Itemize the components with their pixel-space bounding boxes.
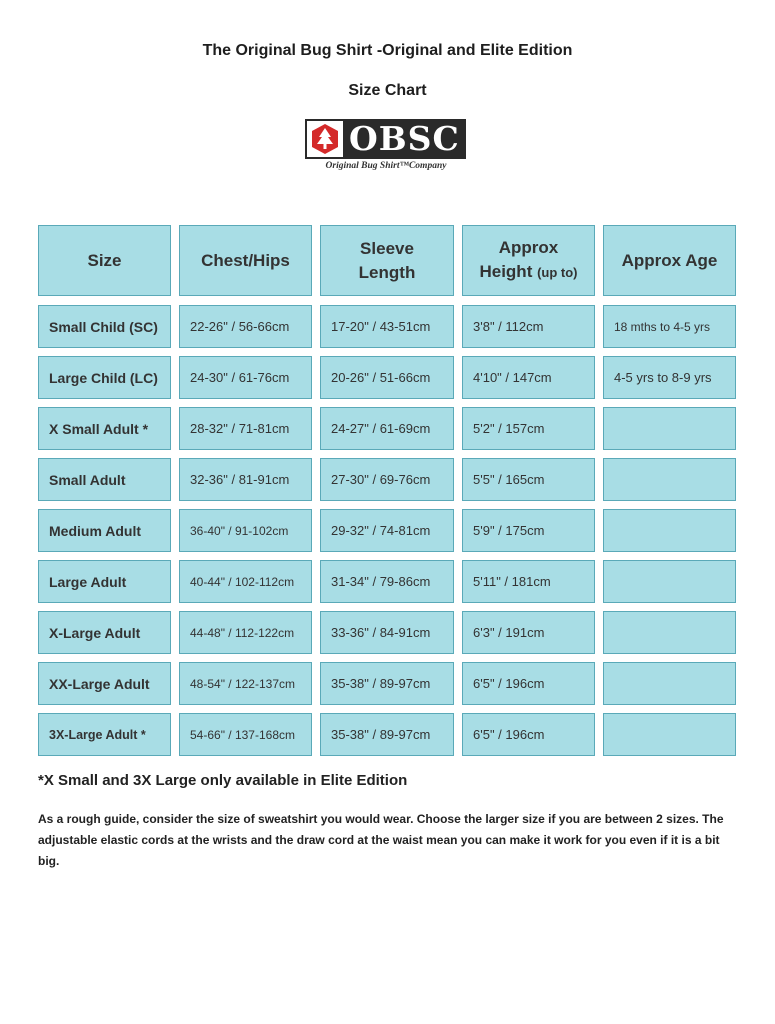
row-age-cell bbox=[603, 407, 736, 450]
row-chest-cell: 44-48" / 112-122cm bbox=[179, 611, 312, 654]
row-size-cell: X Small Adult * bbox=[38, 407, 171, 450]
row-height-cell: 5'2" / 157cm bbox=[462, 407, 595, 450]
row-height-cell: 6'5" / 196cm bbox=[462, 713, 595, 756]
row-chest-cell: 54-66" / 137-168cm bbox=[179, 713, 312, 756]
row-sleeve-cell: 17-20" / 43-51cm bbox=[320, 305, 454, 348]
row-height-cell: 5'5" / 165cm bbox=[462, 458, 595, 501]
row-sleeve-cell: 29-32" / 74-81cm bbox=[320, 509, 454, 552]
row-chest-cell: 32-36" / 81-91cm bbox=[179, 458, 312, 501]
row-age-cell bbox=[603, 458, 736, 501]
header-size: Size bbox=[38, 225, 171, 296]
tree-badge-icon bbox=[307, 121, 343, 157]
page-title: The Original Bug Shirt -Original and Elite Edition bbox=[202, 42, 573, 59]
row-sleeve-cell: 24-27" / 61-69cm bbox=[320, 407, 454, 450]
sizing-guide-text: As a rough guide, consider the size of sweatshirt you would wear. Choose the larger size if you are between 2 sizes. The adjustable elastic cords at the wrists and the draw cord at the waist mean you can make it work for you even if it is a bit big. bbox=[38, 812, 724, 868]
row-age-cell bbox=[603, 560, 736, 603]
row-size-cell: 3X-Large Adult * bbox=[38, 713, 171, 756]
row-sleeve-cell: 27-30" / 69-76cm bbox=[320, 458, 454, 501]
row-size-cell: Medium Adult bbox=[38, 509, 171, 552]
logo-tagline: Original Bug Shirt™Company bbox=[325, 161, 447, 171]
row-age-cell bbox=[603, 611, 736, 654]
row-chest-cell: 36-40" / 91-102cm bbox=[179, 509, 312, 552]
row-height-cell: 5'11" / 181cm bbox=[462, 560, 595, 603]
row-chest-cell: 28-32" / 71-81cm bbox=[179, 407, 312, 450]
row-age-cell: 4-5 yrs to 8-9 yrs bbox=[603, 356, 736, 399]
row-size-cell: Large Adult bbox=[38, 560, 171, 603]
row-size-cell: Small Child (SC) bbox=[38, 305, 171, 348]
page-subtitle: Size Chart bbox=[348, 82, 427, 99]
header-chest-hips: Chest/Hips bbox=[179, 225, 312, 296]
row-chest-cell: 48-54" / 122-137cm bbox=[179, 662, 312, 705]
row-age-cell bbox=[603, 713, 736, 756]
row-sleeve-cell: 35-38" / 89-97cm bbox=[320, 662, 454, 705]
row-chest-cell: 22-26" / 56-66cm bbox=[179, 305, 312, 348]
header-approx-age: Approx Age bbox=[603, 225, 736, 296]
row-height-cell: 5'9" / 175cm bbox=[462, 509, 595, 552]
row-height-cell: 6'5" / 196cm bbox=[462, 662, 595, 705]
row-size-cell: Large Child (LC) bbox=[38, 356, 171, 399]
row-sleeve-cell: 33-36" / 84-91cm bbox=[320, 611, 454, 654]
row-size-cell: Small Adult bbox=[38, 458, 171, 501]
row-age-cell bbox=[603, 662, 736, 705]
row-size-cell: X-Large Adult bbox=[38, 611, 171, 654]
row-chest-cell: 40-44" / 102-112cm bbox=[179, 560, 312, 603]
row-age-cell bbox=[603, 509, 736, 552]
row-sleeve-cell: 31-34" / 79-86cm bbox=[320, 560, 454, 603]
row-sleeve-cell: 20-26" / 51-66cm bbox=[320, 356, 454, 399]
obsc-logo bbox=[305, 119, 467, 171]
row-size-cell: XX-Large Adult bbox=[38, 662, 171, 705]
row-height-cell: 4'10" / 147cm bbox=[462, 356, 595, 399]
row-height-cell: 3'8" / 112cm bbox=[462, 305, 595, 348]
logo-banner bbox=[305, 119, 466, 159]
header-approx-height: Approx Height (up to) bbox=[462, 225, 595, 296]
row-chest-cell: 24-30" / 61-76cm bbox=[179, 356, 312, 399]
header-sleeve-length: Sleeve Length bbox=[320, 225, 454, 296]
logo-brand-text: OBSC bbox=[349, 119, 460, 158]
row-sleeve-cell: 35-38" / 89-97cm bbox=[320, 713, 454, 756]
row-height-cell: 6'3" / 191cm bbox=[462, 611, 595, 654]
row-age-cell: 18 mths to 4-5 yrs bbox=[603, 305, 736, 348]
edition-footnote: *X Small and 3X Large only available in Elite Edition bbox=[38, 772, 408, 789]
